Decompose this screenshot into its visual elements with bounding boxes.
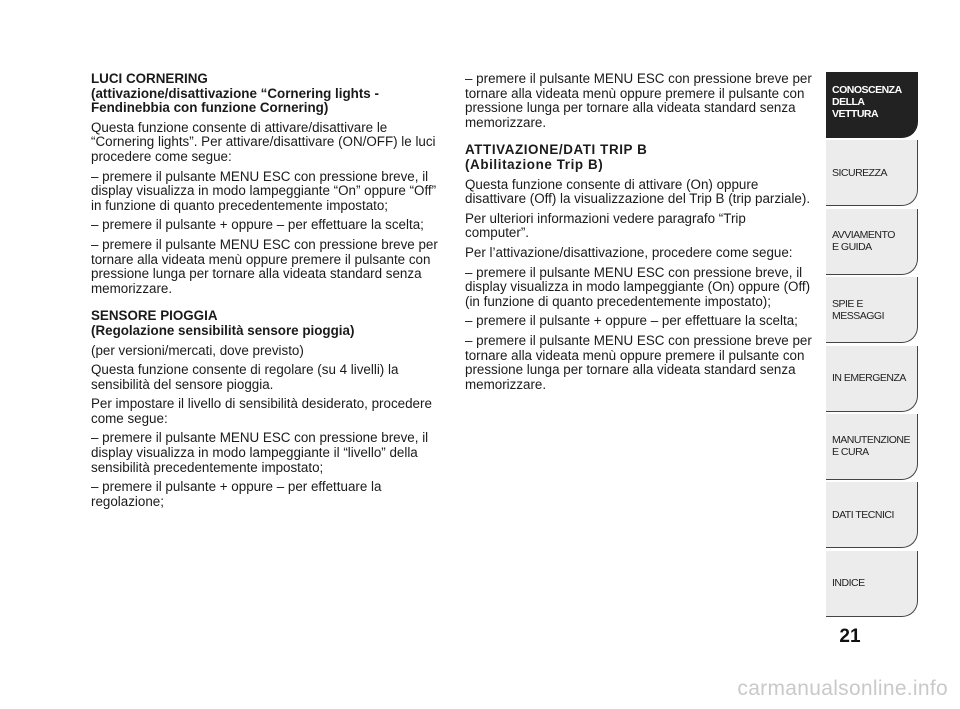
tab-dati-tecnici[interactable]: DATI TECNICI (826, 482, 918, 548)
rain-sensor-step: – premere il pulsante MENU ESC con pressione breve, il display visualizza in modo lampeggiante il “livello” della sensibilità precedentemente impostato; (91, 430, 429, 475)
trip-b-step: – premere il pulsante MENU ESC con pressione breve, il display visualizza in modo lampeggiante (On) oppure (Off) (in funzione di quanto precedentemente impostato); (465, 264, 811, 309)
tab-manutenzione-e-cura[interactable]: MANUTENZIONE E CURA (826, 414, 918, 480)
tab-spie-e-messaggi[interactable]: SPIE E MESSAGGI (826, 277, 918, 343)
cornering-step: – premere il pulsante MENU ESC con pressione breve per tornare alla videata menù oppure premere il pulsante con pressione lunga per tornare alla videata standard senza memorizzare. (91, 236, 438, 296)
rain-sensor-paragraph: Questa funzione consente di regolare (su 4 livelli) la sensibilità del sensore pioggia. (91, 362, 399, 392)
rain-sensor-step: – premere il pulsante + oppure – per effettuare la regolazione; (91, 479, 382, 509)
tab-indice[interactable]: INDICE (826, 551, 918, 617)
cornering-step: – premere il pulsante MENU ESC con pressione breve, il display visualizza in modo lampeggiante “On” oppure “Off” in funzione di quanto precedentemente impostato; (91, 168, 437, 213)
left-column (91, 72, 446, 514)
cornering-step-continued: – premere il pulsante MENU ESC con pressione breve per tornare alla videata menù oppure premere il pulsante con pressione lunga per tornare alla videata standard senza memorizzare. (465, 71, 812, 130)
trip-b-step: – premere il pulsante MENU ESC con pressione breve per tornare alla videata menù oppure premere il pulsante con pressione lunga per tornare alla videata standard senza memorizzare. (465, 332, 812, 392)
tab-conoscenza-della-vettura[interactable]: CONOSCENZA DELLA VETTURA (826, 72, 918, 138)
rain-sensor-note: (per versioni/mercati, dove previsto) (91, 342, 304, 358)
watermark: carmanualsonline.info (737, 677, 948, 700)
right-column (465, 72, 813, 397)
tab-in-emergenza[interactable]: IN EMERGENZA (826, 346, 918, 412)
trip-b-paragraph: Questa funzione consente di attivare (On) oppure disattivare (Off) la visualizzazione del Trip B (trip parziale). (465, 176, 811, 207)
trip-b-paragraph: Per ulteriori informazioni vedere paragrafo “Trip computer”. (465, 210, 746, 241)
trip-b-paragraph: Per l’attivazione/disattivazione, procedere come segue: (465, 244, 793, 260)
tab-avviamento-e-guida[interactable]: AVVIAMENTO E GUIDA (826, 209, 918, 275)
trip-b-heading: ATTIVAZIONE/DATI TRIP B (Abilitazione Trip B) (465, 142, 648, 172)
cornering-heading: LUCI CORNERING (attivazione/disattivazione “Cornering lights - Fendinebbia con funzione Cornering) (91, 71, 379, 116)
cornering-paragraph: Questa funzione consente di attivare/disattivare le “Cornering lights”. Per attivare/disattivare (ON/OFF) le luci procedere come segue: (91, 119, 436, 164)
trip-b-step: – premere il pulsante + oppure – per effettuare la scelta; (465, 313, 798, 329)
rain-sensor-paragraph: Per impostare il livello di sensibilità desiderato, procedere come segue: (91, 396, 432, 426)
page-number: 21 (839, 626, 861, 647)
tab-sicurezza[interactable]: SICUREZZA (826, 140, 918, 206)
section-tabs (826, 72, 918, 619)
rain-sensor-heading: SENSORE PIOGGIA (Regolazione sensibilità sensore pioggia) (91, 308, 355, 338)
cornering-step: – premere il pulsante + oppure – per effettuare la scelta; (91, 217, 424, 233)
